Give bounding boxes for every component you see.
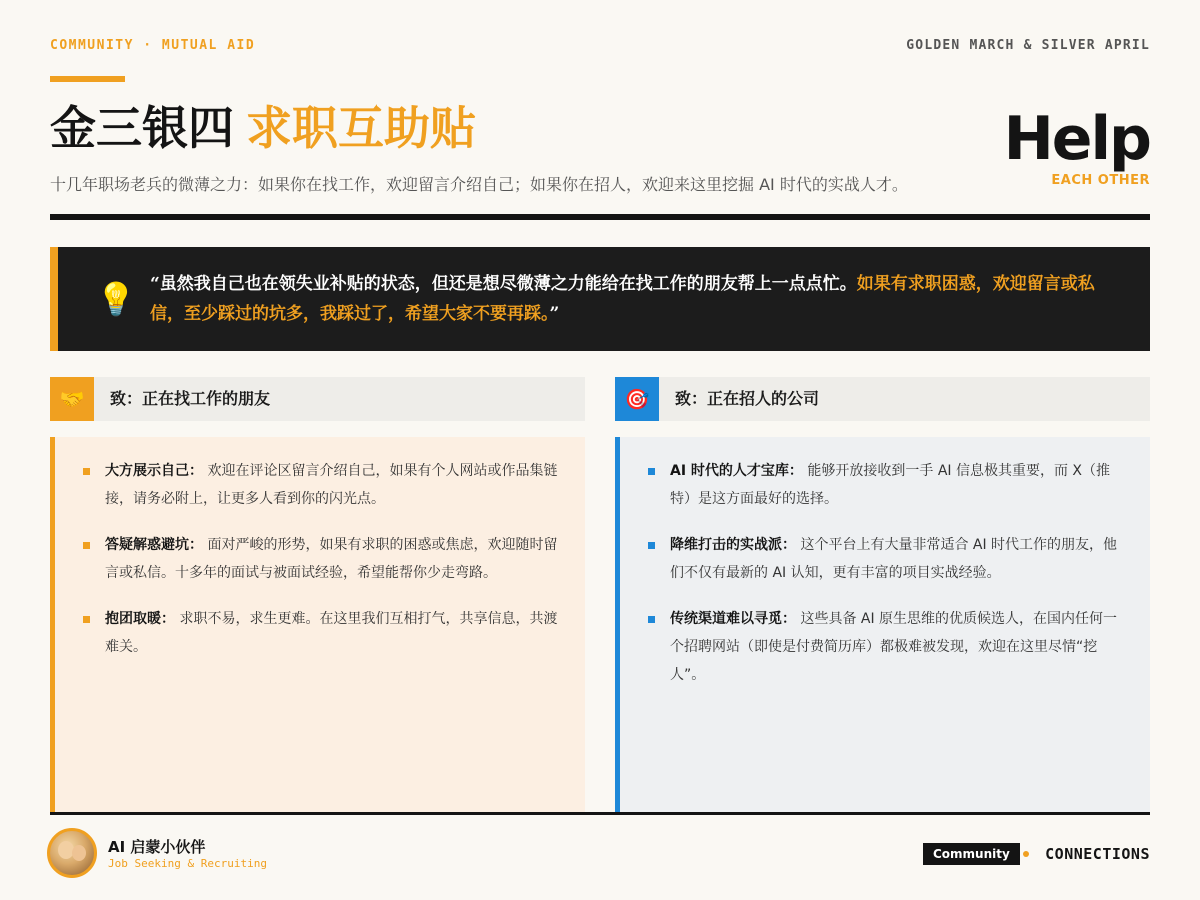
title-part-2: 求职互助贴 <box>246 101 476 155</box>
page-title <box>50 98 476 158</box>
bullet-square <box>83 616 90 623</box>
item-key: 抱团取暖： <box>105 611 175 627</box>
item-text: 面对严峻的形势，如果有求职的困惑或焦虑，欢迎随时留言或私信。十多年的面试与被面试经验，希望能帮你少走弯路。 <box>105 537 558 581</box>
bullet-square <box>648 616 655 623</box>
item-key: 大方展示自己： <box>105 463 203 479</box>
item-key: AI 时代的人才宝库： <box>670 463 803 479</box>
separator-dot <box>1023 851 1029 857</box>
quote-box <box>50 247 1150 351</box>
community-badge: Community <box>923 843 1020 865</box>
footer-divider <box>50 812 1150 815</box>
avatar-figure-2 <box>72 845 86 861</box>
brand-name: AI 启蒙小伙伴 <box>108 838 206 856</box>
header-divider <box>50 214 1150 220</box>
page-subtitle: 十几年职场老兵的微薄之力：如果你在找工作，欢迎留言介绍自己；如果你在招人，欢迎来这里挖掘 AI 时代的实战人才。 <box>50 175 908 194</box>
item-key: 答疑解惑避坑： <box>105 537 203 553</box>
quote-end: ” <box>549 304 560 324</box>
recruiters-panel <box>615 437 1150 812</box>
item-text: 欢迎在评论区留言介绍自己，如果有个人网站或作品集链接，请务必附上，让更多人看到你的闪光点。 <box>105 463 558 507</box>
item-text: 能够开放接收到一手 AI 信息极其重要，而 X（推特）是这方面最好的选择。 <box>670 463 1111 507</box>
lightbulb-icon: 💡 <box>96 280 136 318</box>
item-text: 求职不易，求生更难。在这里我们互相打气，共享信息，共渡难关。 <box>105 611 558 655</box>
job-seekers-panel <box>50 437 585 812</box>
handshake-icon: 🤝 <box>50 377 94 421</box>
recruiters-heading <box>615 377 1150 421</box>
accent-bar <box>50 76 125 82</box>
brand-subtitle: Job Seeking & Recruiting <box>108 857 267 870</box>
item-text: 这些具备 AI 原生思维的优质候选人，在国内任何一个招聘网站（即使是付费简历库）都极难被发现，欢迎在这里尽情“挖人”。 <box>670 611 1118 683</box>
bullet-square <box>83 468 90 475</box>
job-seekers-heading <box>50 377 585 421</box>
bullet-square <box>648 542 655 549</box>
item-text: 这个平台上有大量非常适合 AI 时代工作的朋友，他们不仅有最新的 AI 认知，更有丰富的项目实战经验。 <box>670 537 1118 581</box>
list-item <box>648 531 1124 587</box>
list-item <box>83 605 559 661</box>
list-item <box>83 531 559 587</box>
list-item <box>83 457 559 513</box>
item-key: 传统渠道难以寻觅： <box>670 611 796 627</box>
quote-plain: “虽然我自己也在领失业补贴的状态，但还是想尽微薄之力能给在找工作的朋友帮上一点点忙。 <box>150 274 857 294</box>
quote-text <box>150 269 1120 329</box>
recruiters-heading-label: 致：正在招人的公司 <box>675 389 820 408</box>
connections-label: CONNECTIONS <box>1045 845 1150 863</box>
list-item <box>648 605 1124 689</box>
section-tag: COMMUNITY · MUTUAL AID <box>50 38 256 53</box>
avatar <box>47 828 97 878</box>
season-tag: GOLDEN MARCH & SILVER APRIL <box>906 38 1150 53</box>
help-logo-word: Help <box>1003 104 1150 174</box>
item-key: 降维打击的实战派： <box>670 537 796 553</box>
bullet-square <box>648 468 655 475</box>
quote-highlight: 如果有求职困惑，欢迎留言或私信，至少踩过的坑多，我踩过了，希望大家不要再踩。 <box>150 274 1095 324</box>
help-logo-sub: EACH OTHER <box>1051 173 1150 188</box>
target-icon: 🎯 <box>615 377 659 421</box>
list-item <box>648 457 1124 513</box>
title-part-1: 金三银四 <box>50 101 234 155</box>
bullet-square <box>83 542 90 549</box>
job-seekers-heading-label: 致：正在找工作的朋友 <box>110 389 271 408</box>
